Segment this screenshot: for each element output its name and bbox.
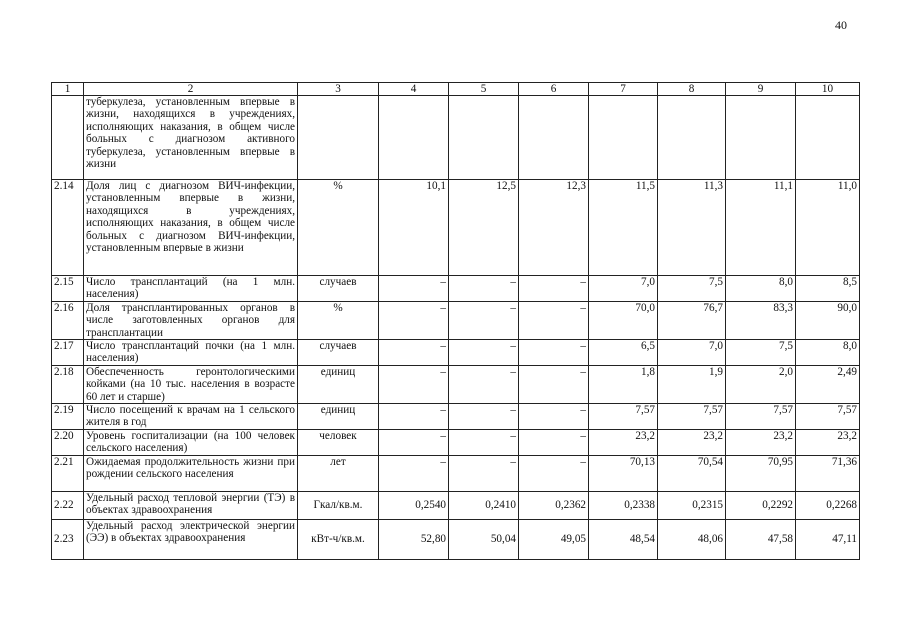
table-row	[52, 404, 860, 430]
table-row	[52, 519, 860, 559]
value-cell: 0,2338	[589, 491, 658, 519]
unit-of-measure: %	[298, 180, 379, 276]
value-cell	[796, 96, 860, 180]
value-cell	[379, 96, 449, 180]
column-header: 5	[449, 83, 519, 96]
value-cell: 2,49	[796, 365, 860, 403]
row-number: 2.18	[52, 365, 84, 403]
table-row	[52, 96, 860, 180]
value-cell: –	[449, 455, 519, 491]
unit-of-measure: случаев	[298, 276, 379, 302]
indicator-description: Доля трансплантированных органов в числе заготовленных органов для трансплантации	[84, 301, 298, 339]
value-cell: 7,57	[658, 404, 726, 430]
column-number-row	[52, 83, 860, 96]
value-cell: 1,9	[658, 365, 726, 403]
value-cell: 90,0	[796, 301, 860, 339]
value-cell: 6,5	[589, 340, 658, 366]
column-header: 6	[519, 83, 589, 96]
indicator-description: Число трансплантаций почки (на 1 млн. населения)	[84, 340, 298, 366]
value-cell: 1,8	[589, 365, 658, 403]
row-number: 2.21	[52, 455, 84, 491]
value-cell: 8,0	[726, 276, 796, 302]
value-cell: 47,58	[726, 519, 796, 559]
indicator-description: Удельный расход тепловой энергии (ТЭ) в объектах здравоохранения	[84, 491, 298, 519]
value-cell: 23,2	[726, 429, 796, 455]
value-cell: –	[519, 301, 589, 339]
value-cell: 0,2315	[658, 491, 726, 519]
table-row	[52, 340, 860, 366]
value-cell: 0,2540	[379, 491, 449, 519]
indicator-description: Обеспеченность геронтологическими койками (на 10 тыс. населения в возрасте 60 лет и старше)	[84, 365, 298, 403]
indicator-description: Уровень госпитализации (на 100 человек сельского населения)	[84, 429, 298, 455]
value-cell: 70,54	[658, 455, 726, 491]
column-header: 7	[589, 83, 658, 96]
value-cell: 7,57	[726, 404, 796, 430]
indicator-description: Доля лиц с диагнозом ВИЧ-инфекции, установленным впервые в жизни, находящихся в учреждениях, исполняющих наказания, в общем числе больных с диагнозом ВИЧ-инфекции, установленным впервые в жизни	[84, 180, 298, 276]
page-number: 40	[835, 18, 847, 32]
value-cell: –	[379, 429, 449, 455]
value-cell: –	[449, 429, 519, 455]
value-cell: 7,0	[589, 276, 658, 302]
value-cell: 47,11	[796, 519, 860, 559]
unit-of-measure: единиц	[298, 365, 379, 403]
value-cell	[449, 96, 519, 180]
row-number: 2.20	[52, 429, 84, 455]
value-cell: 0,2362	[519, 491, 589, 519]
value-cell: 7,57	[796, 404, 860, 430]
column-header: 3	[298, 83, 379, 96]
value-cell: 48,54	[589, 519, 658, 559]
value-cell: –	[379, 404, 449, 430]
value-cell: 0,2292	[726, 491, 796, 519]
value-cell: –	[519, 455, 589, 491]
indicator-description: Удельный расход электрической энергии (ЭЭ) в объектах здравоохранения	[84, 519, 298, 559]
value-cell	[589, 96, 658, 180]
indicator-description: Ожидаемая продолжительность жизни при рождении сельского населения	[84, 455, 298, 491]
value-cell: 7,57	[589, 404, 658, 430]
value-cell	[658, 96, 726, 180]
column-header: 10	[796, 83, 860, 96]
unit-of-measure: случаев	[298, 340, 379, 366]
column-header: 9	[726, 83, 796, 96]
unit-of-measure: кВт-ч/кв.м.	[298, 519, 379, 559]
row-number: 2.23	[52, 519, 84, 559]
value-cell: –	[449, 404, 519, 430]
unit-of-measure: %	[298, 301, 379, 339]
value-cell: 8,0	[796, 340, 860, 366]
value-cell: 70,0	[589, 301, 658, 339]
unit-of-measure: Гкал/кв.м.	[298, 491, 379, 519]
value-cell: 0,2268	[796, 491, 860, 519]
value-cell: 11,1	[726, 180, 796, 276]
row-number: 2.15	[52, 276, 84, 302]
table-row	[52, 491, 860, 519]
value-cell: –	[449, 365, 519, 403]
unit-of-measure	[298, 96, 379, 180]
column-header: 4	[379, 83, 449, 96]
indicators-table	[51, 82, 860, 560]
value-cell: 10,1	[379, 180, 449, 276]
value-cell	[726, 96, 796, 180]
value-cell: 11,5	[589, 180, 658, 276]
value-cell: –	[449, 301, 519, 339]
row-number	[52, 96, 84, 180]
value-cell: 70,95	[726, 455, 796, 491]
value-cell: –	[379, 276, 449, 302]
value-cell: 2,0	[726, 365, 796, 403]
value-cell: –	[379, 301, 449, 339]
value-cell: –	[519, 340, 589, 366]
value-cell: 8,5	[796, 276, 860, 302]
table-row	[52, 301, 860, 339]
value-cell: 49,05	[519, 519, 589, 559]
value-cell: 7,5	[658, 276, 726, 302]
unit-of-measure: лет	[298, 455, 379, 491]
row-number: 2.19	[52, 404, 84, 430]
value-cell: 12,5	[449, 180, 519, 276]
column-header: 1	[52, 83, 84, 96]
value-cell: 76,7	[658, 301, 726, 339]
value-cell: –	[449, 276, 519, 302]
value-cell: –	[449, 340, 519, 366]
table-row	[52, 365, 860, 403]
indicator-description: Число посещений к врачам на 1 сельского жителя в год	[84, 404, 298, 430]
value-cell: –	[519, 276, 589, 302]
value-cell: –	[379, 340, 449, 366]
value-cell: 71,36	[796, 455, 860, 491]
unit-of-measure: человек	[298, 429, 379, 455]
value-cell: 12,3	[519, 180, 589, 276]
value-cell: 23,2	[658, 429, 726, 455]
value-cell: 11,0	[796, 180, 860, 276]
table-row	[52, 276, 860, 302]
value-cell	[519, 96, 589, 180]
column-header: 2	[84, 83, 298, 96]
value-cell: 70,13	[589, 455, 658, 491]
value-cell: 7,5	[726, 340, 796, 366]
table-row	[52, 429, 860, 455]
value-cell: 0,2410	[449, 491, 519, 519]
row-number: 2.14	[52, 180, 84, 276]
unit-of-measure: единиц	[298, 404, 379, 430]
value-cell: –	[379, 455, 449, 491]
table-row	[52, 455, 860, 491]
row-number: 2.22	[52, 491, 84, 519]
value-cell: 83,3	[726, 301, 796, 339]
value-cell: 52,80	[379, 519, 449, 559]
indicator-description: туберкулеза, установленным впервые в жизни, находящихся в учреждениях, исполняющих наказания, в общем числе больных с диагнозом активного туберкулеза, установленным впервые в жизни	[84, 96, 298, 180]
value-cell: 50,04	[449, 519, 519, 559]
value-cell: –	[379, 365, 449, 403]
indicator-description: Число трансплантаций (на 1 млн. населения)	[84, 276, 298, 302]
value-cell: –	[519, 404, 589, 430]
column-header: 8	[658, 83, 726, 96]
table-row	[52, 180, 860, 276]
value-cell: 11,3	[658, 180, 726, 276]
value-cell: –	[519, 365, 589, 403]
row-number: 2.17	[52, 340, 84, 366]
value-cell: 23,2	[589, 429, 658, 455]
row-number: 2.16	[52, 301, 84, 339]
value-cell: 7,0	[658, 340, 726, 366]
value-cell: 23,2	[796, 429, 860, 455]
value-cell: –	[519, 429, 589, 455]
value-cell: 48,06	[658, 519, 726, 559]
